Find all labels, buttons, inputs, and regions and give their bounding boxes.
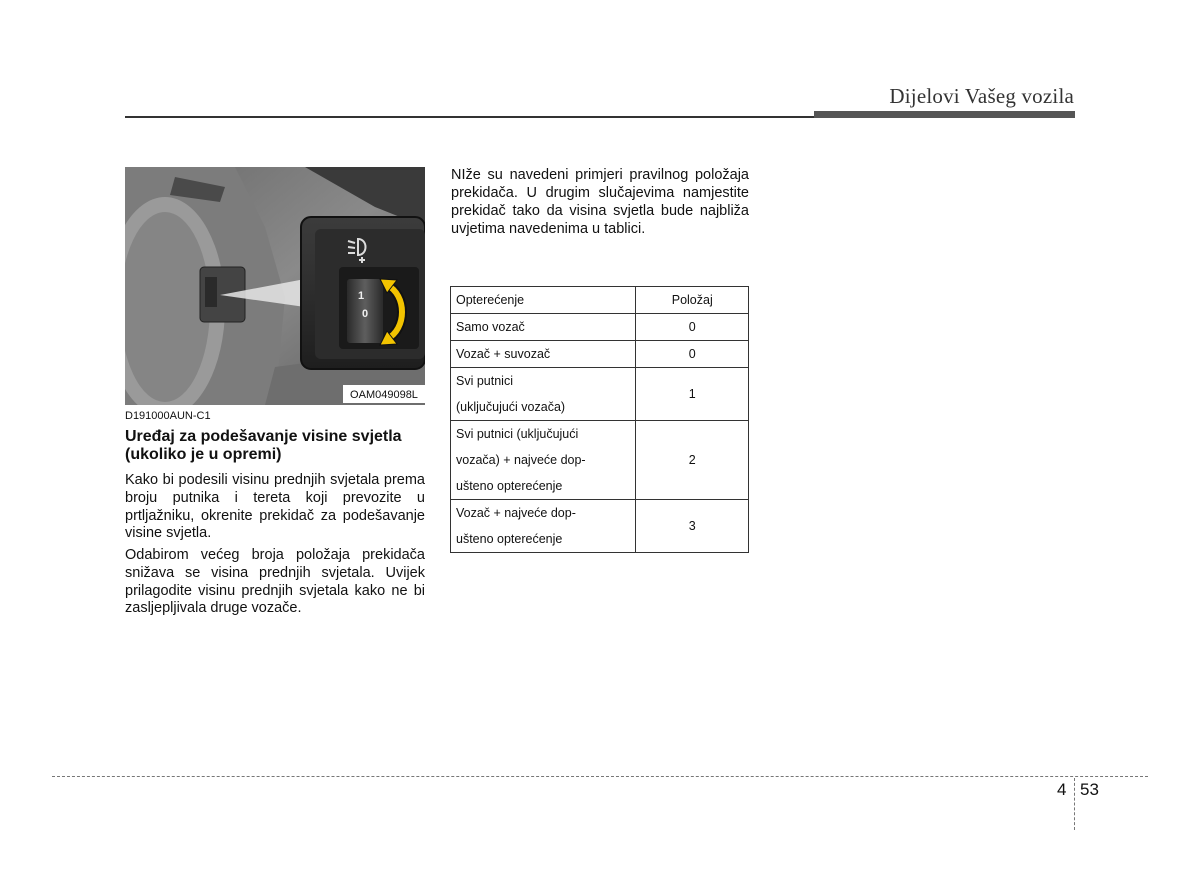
body-paragraph-2: Odabirom većeg broja položaja prekidača snižava se visina prednjih svjetala. Uvijek prilagodite visinu prednjih svjetala kako ne bi zasljepljivala druge vozače. xyxy=(125,547,425,617)
headlight-leveling-figure xyxy=(125,167,425,405)
header-rule xyxy=(125,116,815,118)
dashboard-photo xyxy=(125,167,425,405)
header-rule-accent xyxy=(814,111,1075,118)
table-cell-position: 2 xyxy=(636,421,749,500)
footer-vertical-divider xyxy=(1074,778,1075,830)
chapter-number: 4 xyxy=(1057,780,1067,799)
table-row xyxy=(451,421,749,500)
intro-paragraph: NIže su navedeni primjeri pravilnog položaja prekidača. U drugim slučajevima namjestite prekidač tako da visina svjetla bude najbliža uvjetima navedenima u tablici. xyxy=(451,167,749,237)
table-row xyxy=(451,500,749,553)
table-cell-position: 3 xyxy=(636,500,749,553)
load-position-table xyxy=(450,286,749,553)
cell-line: ušteno opterećenje xyxy=(456,479,563,493)
table-cell-load xyxy=(451,500,636,553)
section-code: D191000AUN-C1 xyxy=(125,410,211,422)
footer-divider xyxy=(52,776,1148,777)
cell-line: (uključujući vozača) xyxy=(456,400,566,414)
cell-line: Vozač + najveće dop- xyxy=(456,506,576,520)
table-cell-load xyxy=(451,421,636,500)
table-row xyxy=(451,368,749,421)
cell-line: ušteno opterećenje xyxy=(456,532,563,546)
cell-line: Svi putnici xyxy=(456,374,513,388)
section-heading: Uređaj za podešavanje visine svjetla (ukoliko je u opremi) xyxy=(125,428,402,463)
table-header-load: Opterećenje xyxy=(451,287,636,314)
table-row xyxy=(451,341,749,368)
cell-line: Svi putnici (uključujući xyxy=(456,427,579,441)
switch-digit-0: 0 xyxy=(362,308,369,320)
table-row xyxy=(451,314,749,341)
table-cell-load xyxy=(451,314,636,341)
running-header-title: Dijelovi Vašeg vozila xyxy=(889,84,1074,108)
table-header-position: Položaj xyxy=(636,287,749,314)
cell-line: vozača) + najveće dop- xyxy=(456,453,586,467)
table-cell-load xyxy=(451,341,636,368)
cell-line: Vozač + suvozač xyxy=(456,347,551,361)
page-number: 53 xyxy=(1080,780,1099,799)
table-cell-position: 0 xyxy=(636,341,749,368)
cell-line: Samo vozač xyxy=(456,320,525,334)
figure-code: OAM049098L xyxy=(350,389,418,401)
switch-digit-1: 1 xyxy=(358,290,365,302)
table-cell-position: 0 xyxy=(636,314,749,341)
table-header-row xyxy=(451,287,749,314)
table-cell-load xyxy=(451,368,636,421)
table-cell-position: 1 xyxy=(636,368,749,421)
body-paragraph-1: Kako bi podesili visinu prednjih svjetala prema broju putnika i tereta koji prevozite u prtljažniku, okrenite prekidač za podešavanje visine svjetla. xyxy=(125,472,425,542)
